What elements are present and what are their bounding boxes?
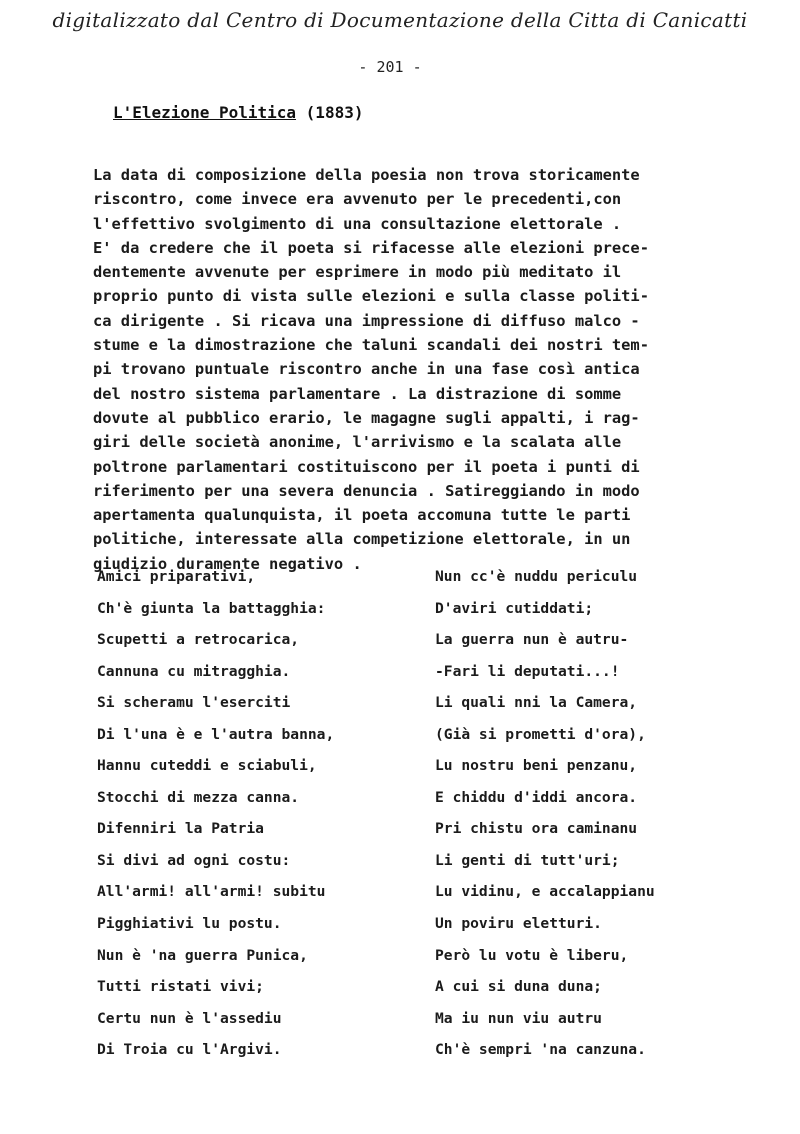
poem-verse: (Già si prometti d'ora), — [435, 725, 646, 743]
page-number: - 201 - — [358, 58, 422, 76]
poem-verse: Cannuna cu mitragghia. — [97, 662, 291, 680]
poem-verse: Nun è 'na guerra Punica, — [97, 946, 308, 964]
intro-line: politiche, interessate alla competizione elettorale, in un — [93, 530, 631, 549]
poem-verse: Pri chistu ora caminanu — [435, 820, 638, 838]
poem-verse: D'aviri cutiddati; — [435, 599, 594, 617]
poem-column-right — [435, 561, 655, 1066]
poem-verse: -Fari li deputati...! — [435, 662, 620, 680]
intro-line: dovute al pubblico erario, le magagne sugli appalti, i rag- — [93, 408, 640, 427]
intro-line: E' da credere che il poeta si rifacesse alle elezioni prece- — [93, 238, 649, 257]
intro-line: ca dirigente . Si ricava una impressione di diffuso malco - — [93, 311, 640, 330]
intro-line: apertamenta qualunquista, il poeta accomuna tutte le parti — [93, 506, 631, 525]
poem-verse: A cui si duna duna; — [435, 978, 602, 996]
intro-line: poltrone parlamentari costituiscono per il poeta i punti di — [93, 457, 640, 476]
poem-verse: Pigghiativi lu postu. — [97, 915, 282, 933]
digitization-watermark: digitalizzato dal Centro di Documentazione della Citta di Canicatti — [52, 8, 748, 32]
poem-verse: Di Troia cu l'Argivi. — [97, 1041, 282, 1059]
poem-verse: Stocchi di mezza canna. — [97, 788, 300, 806]
poem-verse: Ch'è sempri 'na canzuna. — [435, 1041, 646, 1059]
title-year: (1883) — [305, 103, 364, 122]
poem-verse: Lu vidinu, e accalappianu — [435, 883, 655, 901]
intro-line: l'effettivo svolgimento di una consultazione elettorale . — [93, 214, 622, 233]
poem-verse: Un poviru eletturi. — [435, 915, 602, 933]
poem-verse: Tutti ristati vivi; — [97, 978, 264, 996]
poem-verse: Certu nun è l'assediu — [97, 1009, 282, 1027]
poem-verse: Di l'una è e l'autra banna, — [97, 725, 335, 743]
poem-verse: Difenniri la Patria — [97, 820, 264, 838]
poem-verse: Nun cc'è nuddu periculu — [435, 568, 638, 585]
intro-line: dentemente avvenute per esprimere in modo più meditato il — [93, 263, 622, 282]
intro-line: del nostro sistema parlamentare . La distrazione di somme — [93, 384, 622, 403]
poem-verse: Ma iu nun viu autru — [435, 1009, 602, 1027]
poem-verse: Li genti di tutt'uri; — [435, 851, 620, 869]
intro-line: giudizio duramente negativo . — [93, 554, 362, 573]
intro-line: La data di composizione della poesia non trova storicamente — [93, 166, 640, 184]
poem-verse: Però lu votu è liberu, — [435, 946, 629, 964]
poem-verse: Amici priparativi, — [97, 568, 256, 585]
poem-verse: Ch'è giunta la battagghia: — [97, 599, 326, 617]
poem-verse: All'armi! all'armi! subitu — [97, 883, 326, 901]
poem-verse: Si scheramu l'eserciti — [97, 694, 291, 712]
intro-line: giri delle società anonime, l'arrivismo e la scalata alle — [93, 433, 622, 452]
title-text: L'Elezione Politica — [113, 103, 297, 122]
poem-verse: Si divi ad ogni costu: — [97, 851, 291, 869]
poem-column-left — [97, 561, 334, 1066]
intro-line: stume e la dimostrazione che taluni scandali dei nostri tem- — [93, 336, 649, 355]
intro-line: riferimento per una severa denuncia . Satireggiando in modo — [93, 481, 640, 500]
poem-verse: La guerra nun è autru- — [435, 631, 629, 649]
intro-line: pi trovano puntuale riscontro anche in una fase così antica — [93, 360, 640, 379]
poem-verse: Lu nostru beni penzanu, — [435, 757, 638, 775]
poem-verse: Li quali nni la Camera, — [435, 694, 638, 712]
poem-verse: Hannu cuteddi e sciabuli, — [97, 757, 317, 775]
intro-paragraph — [93, 163, 733, 576]
page-title — [113, 103, 363, 122]
intro-line: proprio punto di vista sulle elezioni e sulla classe politi- — [93, 287, 649, 306]
poem-verse: E chiddu d'iddi ancora. — [435, 788, 638, 806]
poem-verse: Scupetti a retrocarica, — [97, 631, 300, 649]
intro-line: riscontro, come invece era avvenuto per le precedenti,con — [93, 190, 622, 209]
